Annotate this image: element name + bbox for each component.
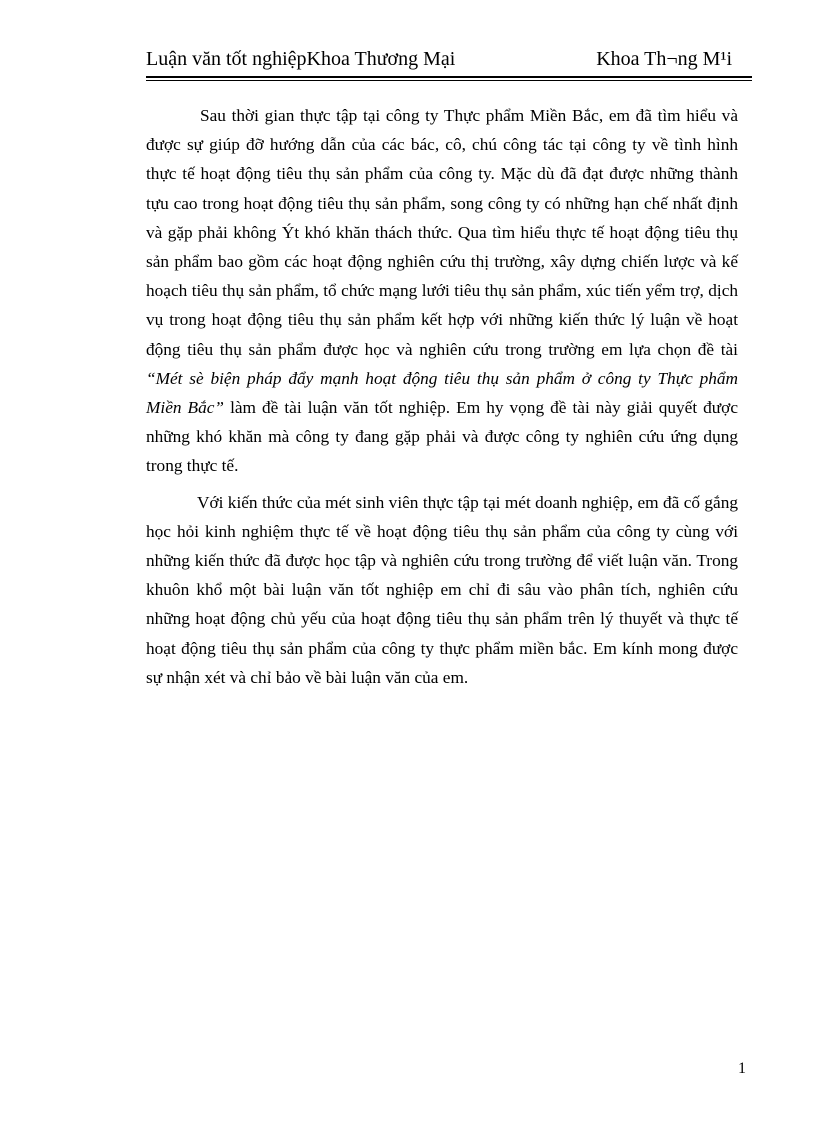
paragraph-2: Với kiến thức của mét sinh viên thực tập tại mét doanh nghiệp, em đã cố gắng học hỏi kinh nghiệm thực tế về hoạt động tiêu thụ sản phẩm của công ty cùng với những kiến thức đã được học tập và nghiên cứu trong trường để viết luận văn. Trong khuôn khổ một bài luận văn tốt nghiệp em chỉ đi sâu vào phân tích, nghiên cứu những hoạt động chủ yếu của hoạt động tiêu thụ sản phẩm trên lý thuyết và thực tế hoạt động tiêu thụ sản phẩm của công ty thực phẩm miền bắc. Em kính mong được sự nhận xét và chỉ bảo về bài luận văn của em. (146, 492, 738, 687)
paragraph-1-text-after: làm đề tài luận văn tốt nghiệp. Em hy vọng đề tài này giải quyết được những khó khăn mà công ty đang gặp phải và được công ty nghiên cứu ứng dụng trong thực tế. (146, 398, 738, 476)
page-number: 1 (738, 1060, 746, 1077)
header-rule-thin (146, 80, 752, 81)
header-rule-thick (146, 76, 752, 78)
header-title-left: Luận văn tốt nghiệpKhoa Thương Mại (146, 48, 456, 70)
header-title-right: Khoa Th¬ng M¹i (596, 48, 732, 70)
paragraph-1-text-before: Sau thời gian thực tập tại công ty Thực phẩm Miền Bắc, em đã tìm hiểu và được sự giúp đỡ hướng dẫn của các bác, cô, chú công tác tại công ty về tình hình thực tế hoạt động tiêu thụ sản phẩm của công ty. Mặc dù đã đạt được những thành tựu cao trong hoạt động tiêu thụ sản phẩm, song công ty có những hạn chế nhất định và gặp phải không Ýt khó khăn thách thức. Qua tìm hiểu thực tế hoạt động tiêu thụ sản phẩm bao gồm các hoạt động nghiên cứu thị trường, xây dựng chiến lược và kế hoạch tiêu thụ sản phẩm, tổ chức mạng lưới tiêu thụ sản phẩm, xúc tiến yểm trợ, dịch vụ trong hoạt động tiêu thụ sản phẩm kết hợp với những kiến thức lý luận về hoạt động tiêu thụ sản phẩm được học và nghiên cứu trong trường em lựa chọn đề tài (146, 106, 738, 359)
document-body (146, 101, 738, 699)
page-header (146, 46, 752, 76)
thesis-title-italic: “Mét sè biện pháp đẩy mạnh hoạt động tiêu thụ sản phẩm ở công ty Thực phẩm Miền Bắc” (146, 368, 738, 418)
paragraph-1 (146, 101, 738, 481)
